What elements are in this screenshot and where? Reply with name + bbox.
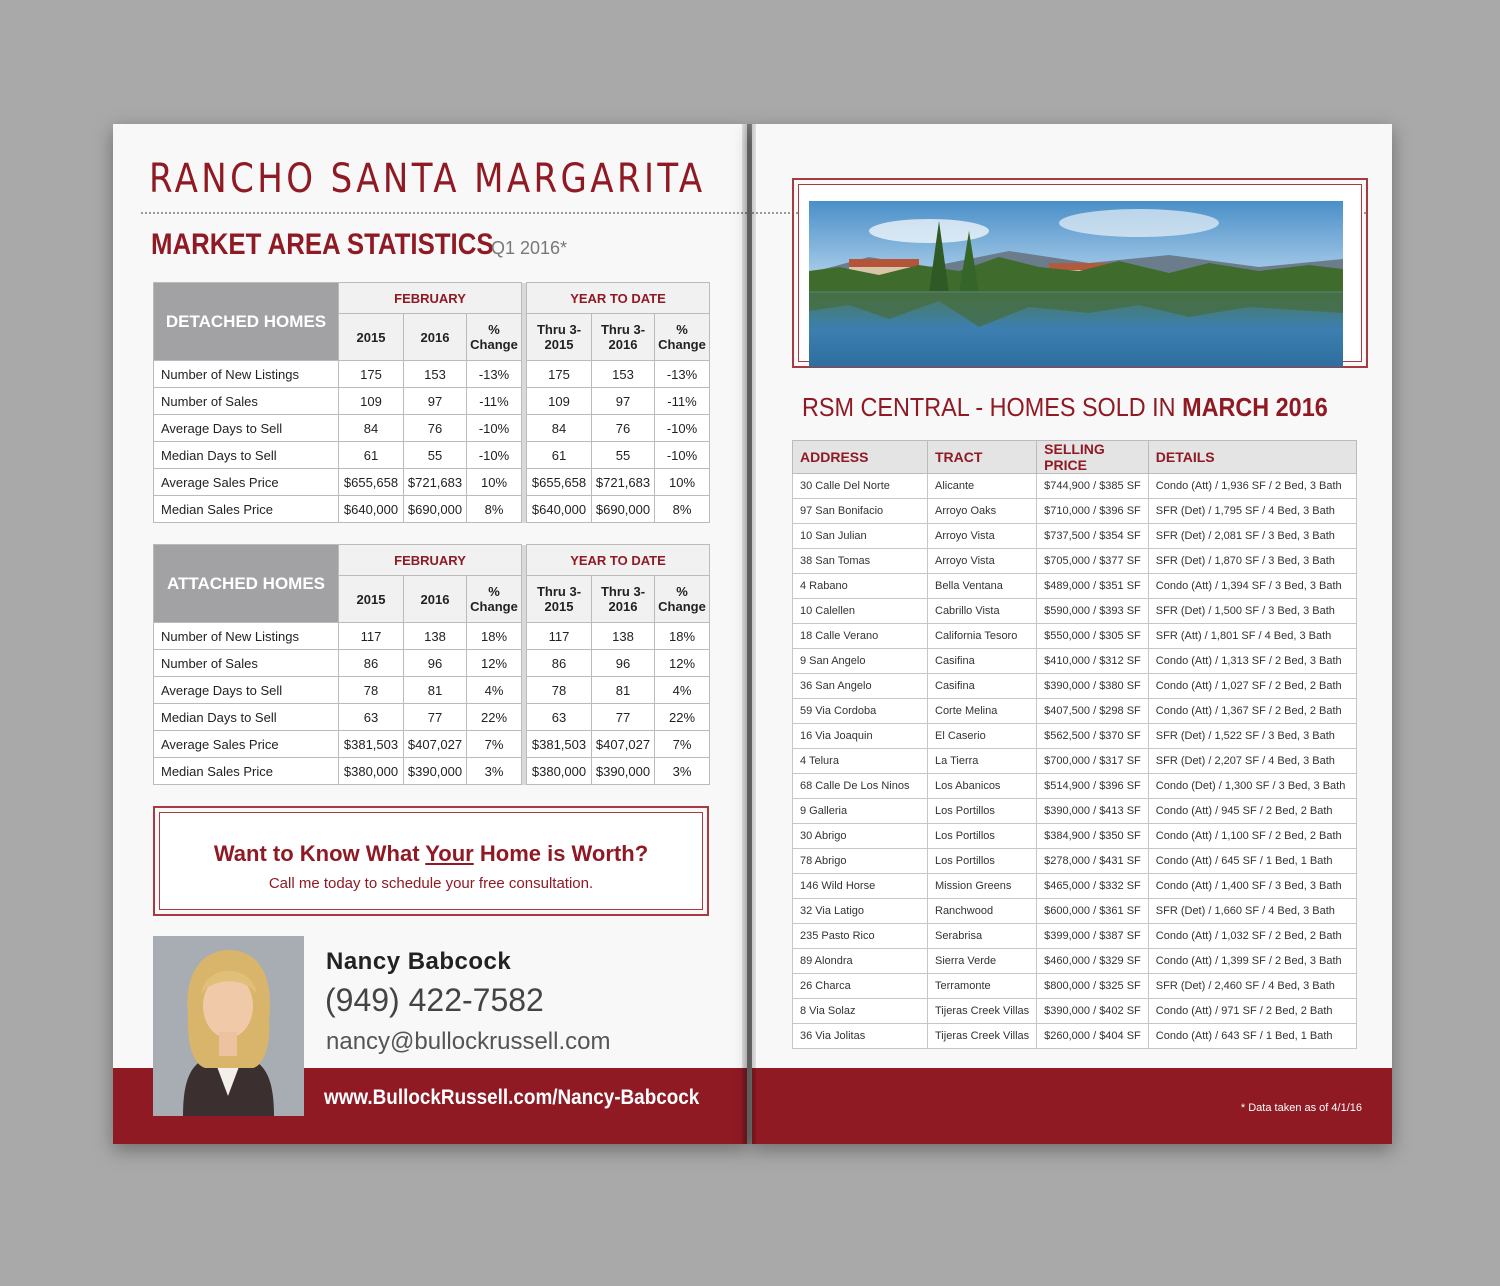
table-row [154,496,710,523]
table-row [154,650,710,677]
table-cell: Arroyo Oaks [928,499,1037,524]
table-cell: 81 [592,677,655,704]
table-cell: Alicante [928,474,1037,499]
group-header: YEAR TO DATE [527,283,710,314]
table-cell: 26 Charca [793,974,928,999]
table-cell: $384,900 / $350 SF [1037,824,1149,849]
lake-landscape-image [809,201,1343,367]
row-label: Number of Sales [154,388,339,415]
table-cell: 8% [655,496,710,523]
table-cell: 30 Calle Del Norte [793,474,928,499]
table-row [793,574,1357,599]
table-cell: Condo (Att) / 971 SF / 2 Bed, 2 Bath [1148,999,1356,1024]
table-cell: $407,500 / $298 SF [1037,699,1149,724]
home-value-callout [153,806,709,916]
right-page [752,124,1392,1144]
table-cell: El Caserio [928,724,1037,749]
table-cell: 96 [592,650,655,677]
table-cell: 61 [527,442,592,469]
callout-title-post: Home is Worth? [473,841,649,866]
table-cell: $710,000 / $396 SF [1037,499,1149,524]
table-cell: $407,027 [592,731,655,758]
table-cell: 97 [404,388,467,415]
table-cell: $690,000 [404,496,467,523]
table-cell: 59 Via Cordoba [793,699,928,724]
table-cell: $390,000 [592,758,655,785]
table-cell: 18 Calle Verano [793,624,928,649]
table-cell: $390,000 / $380 SF [1037,674,1149,699]
table-row [793,899,1357,924]
table-cell: 86 [339,650,404,677]
table-row [793,474,1357,499]
table-cell: 175 [339,361,404,388]
table-cell: 30 Abrigo [793,824,928,849]
table-cell: 18% [467,623,522,650]
table-cell: 3% [467,758,522,785]
table-cell: 138 [404,623,467,650]
table-cell: 84 [339,415,404,442]
table-cell: Condo (Att) / 1,027 SF / 2 Bed, 2 Bath [1148,674,1356,699]
table-cell: -11% [467,388,522,415]
table-cell: 4% [655,677,710,704]
table-cell: 32 Via Latigo [793,899,928,924]
table-cell: Condo (Att) / 945 SF / 2 Bed, 2 Bath [1148,799,1356,824]
table-cell: Cabrillo Vista [928,599,1037,624]
table-cell: La Tierra [928,749,1037,774]
table-cell: 146 Wild Horse [793,874,928,899]
table-cell: SFR (Det) / 1,500 SF / 3 Bed, 3 Bath [1148,599,1356,624]
table-cell: $380,000 [527,758,592,785]
column-header: 2015 [339,314,404,361]
table-cell: 109 [339,388,404,415]
table-cell: SFR (Det) / 2,460 SF / 4 Bed, 3 Bath [1148,974,1356,999]
table-cell: Condo (Att) / 1,032 SF / 2 Bed, 2 Bath [1148,924,1356,949]
table-cell: 84 [527,415,592,442]
table-row [793,549,1357,574]
table-cell: $562,500 / $370 SF [1037,724,1149,749]
table-cell: 10 San Julian [793,524,928,549]
table-cell: SFR (Det) / 1,795 SF / 4 Bed, 3 Bath [1148,499,1356,524]
table-cell: 3% [655,758,710,785]
table-cell: 55 [404,442,467,469]
homes-sold-table [792,440,1357,1049]
table-cell: Los Portillos [928,849,1037,874]
table-row [154,415,710,442]
table-cell: 175 [527,361,592,388]
table-cell: Terramonte [928,974,1037,999]
row-label: Average Days to Sell [154,677,339,704]
table-cell: 7% [467,731,522,758]
table-row [154,388,710,415]
table-row [793,999,1357,1024]
column-header: SELLING PRICE [1037,441,1149,474]
table-cell: 76 [592,415,655,442]
table-cell: 138 [592,623,655,650]
table-cell: $705,000 / $377 SF [1037,549,1149,574]
group-header: YEAR TO DATE [527,545,710,576]
table-cell: 12% [467,650,522,677]
table-row [154,704,710,731]
agent-phone: (949) 422-7582 [325,982,544,1018]
table-row [793,849,1357,874]
table-cell: Bella Ventana [928,574,1037,599]
table-cell: $381,503 [527,731,592,758]
table-row [793,599,1357,624]
table-cell: Ranchwood [928,899,1037,924]
column-header: Thru 3-2015 [527,576,592,623]
table-cell: $640,000 [527,496,592,523]
table-cell: 10 Calellen [793,599,928,624]
table-row [793,974,1357,999]
table-cell: $550,000 / $305 SF [1037,624,1149,649]
table-cell: 38 San Tomas [793,549,928,574]
table-row [793,799,1357,824]
magazine-spine [742,124,756,1144]
table-cell: -10% [467,415,522,442]
table-row [793,774,1357,799]
table-cell: 117 [527,623,592,650]
table-cell: Condo (Att) / 1,394 SF / 3 Bed, 3 Bath [1148,574,1356,599]
table-cell: 78 Abrigo [793,849,928,874]
table-cell: 4 Telura [793,749,928,774]
table-cell: 61 [339,442,404,469]
table-cell: $278,000 / $431 SF [1037,849,1149,874]
table-cell: 12% [655,650,710,677]
table-cell: $260,000 / $404 SF [1037,1024,1149,1049]
table-cell: 78 [339,677,404,704]
table-cell: Casifina [928,649,1037,674]
table-cell: 86 [527,650,592,677]
table-cell: 63 [339,704,404,731]
row-label: Median Days to Sell [154,442,339,469]
table-row [793,674,1357,699]
table-cell: $737,500 / $354 SF [1037,524,1149,549]
table-row [793,649,1357,674]
callout-title [160,841,702,867]
table-row [793,624,1357,649]
table-row [793,724,1357,749]
callout-inner [159,812,703,910]
table-cell: -11% [655,388,710,415]
table-cell: SFR (Det) / 1,660 SF / 4 Bed, 3 Bath [1148,899,1356,924]
table-cell: -13% [467,361,522,388]
table-cell: $600,000 / $361 SF [1037,899,1149,924]
table-cell: Tijeras Creek Villas [928,1024,1037,1049]
table-cell: 153 [404,361,467,388]
table-cell: $640,000 [339,496,404,523]
column-header: 2016 [404,314,467,361]
lake-photo-frame [792,178,1368,368]
table-cell: $700,000 / $317 SF [1037,749,1149,774]
table-cell: 117 [339,623,404,650]
table-row [154,731,710,758]
column-header: TRACT [928,441,1037,474]
table-cell: 8% [467,496,522,523]
table-cell: 16 Via Joaquin [793,724,928,749]
attached-homes-table [153,544,710,785]
table-cell: 7% [655,731,710,758]
table-cell: Condo (Att) / 1,100 SF / 2 Bed, 2 Bath [1148,824,1356,849]
table-label: DETACHED HOMES [154,283,339,361]
table-cell: Condo (Att) / 1,400 SF / 3 Bed, 3 Bath [1148,874,1356,899]
table-cell: -13% [655,361,710,388]
table-cell: 22% [467,704,522,731]
table-cell: 77 [592,704,655,731]
table-cell: $407,027 [404,731,467,758]
table-cell: Corte Melina [928,699,1037,724]
table-row [154,758,710,785]
table-cell: Condo (Att) / 1,313 SF / 2 Bed, 3 Bath [1148,649,1356,674]
table-cell: 36 Via Jolitas [793,1024,928,1049]
table-label: ATTACHED HOMES [154,545,339,623]
table-cell: 10% [655,469,710,496]
table-cell: Serabrisa [928,924,1037,949]
table-cell: $390,000 / $402 SF [1037,999,1149,1024]
row-label: Median Sales Price [154,758,339,785]
table-cell: -10% [467,442,522,469]
row-label: Average Sales Price [154,469,339,496]
dotted-divider [141,212,747,214]
table-cell: 9 San Angelo [793,649,928,674]
table-cell: Arroyo Vista [928,524,1037,549]
table-cell: Condo (Det) / 1,300 SF / 3 Bed, 3 Bath [1148,774,1356,799]
table-cell: Sierra Verde [928,949,1037,974]
table-cell: -10% [655,442,710,469]
table-cell: SFR (Det) / 2,081 SF / 3 Bed, 3 Bath [1148,524,1356,549]
table-cell: $380,000 [339,758,404,785]
table-row [793,499,1357,524]
table-row [793,749,1357,774]
table-cell: SFR (Det) / 2,207 SF / 4 Bed, 3 Bath [1148,749,1356,774]
callout-title-pre: Want to Know What [213,841,426,866]
column-header: ADDRESS [793,441,928,474]
table-row [154,677,710,704]
table-cell: 4 Rabano [793,574,928,599]
row-label: Number of Sales [154,650,339,677]
table-cell: $390,000 [404,758,467,785]
column-header: Thru 3-2016 [592,576,655,623]
column-header: % Change [467,314,522,361]
table-row [793,949,1357,974]
table-cell: 55 [592,442,655,469]
table-cell: $460,000 / $329 SF [1037,949,1149,974]
table-cell: Tijeras Creek Villas [928,999,1037,1024]
table-cell: $690,000 [592,496,655,523]
callout-subtitle: Call me today to schedule your free consultation. [268,875,594,892]
table-row [793,524,1357,549]
table-cell: Condo (Att) / 643 SF / 1 Bed, 1 Bath [1148,1024,1356,1049]
table-cell: Condo (Att) / 1,399 SF / 2 Bed, 3 Bath [1148,949,1356,974]
table-row [793,924,1357,949]
table-cell: Los Portillos [928,799,1037,824]
photo-frame-inner [798,184,1362,362]
table-cell: 18% [655,623,710,650]
table-cell: $721,683 [592,469,655,496]
column-header: % Change [655,576,710,623]
group-header: FEBRUARY [339,545,522,576]
column-header: 2016 [404,576,467,623]
agent-portrait-image [153,936,304,1116]
column-header: % Change [467,576,522,623]
column-header: % Change [655,314,710,361]
callout-title-emphasis: Your [425,841,474,866]
data-note: * Data taken as of 4/1/16 [1240,1102,1362,1114]
agent-website-link[interactable]: www.BullockRussell.com/Nancy-Babcock [324,1086,700,1109]
agent-name: Nancy Babcock [326,948,512,975]
table-cell: $489,000 / $351 SF [1037,574,1149,599]
table-cell: $381,503 [339,731,404,758]
table-cell: $655,658 [527,469,592,496]
table-cell: SFR (Det) / 1,522 SF / 3 Bed, 3 Bath [1148,724,1356,749]
table-cell: 36 San Angelo [793,674,928,699]
table-cell: 77 [404,704,467,731]
left-page [113,124,747,1144]
row-label: Median Sales Price [154,496,339,523]
period-label: Q1 2016* [491,238,568,258]
group-header: FEBRUARY [339,283,522,314]
page-title: RANCHO SANTA MARGARITA [149,156,706,202]
table-cell: 9 Galleria [793,799,928,824]
row-label: Median Days to Sell [154,704,339,731]
column-header: Thru 3-2015 [527,314,592,361]
table-cell: 63 [527,704,592,731]
table-cell: $744,900 / $385 SF [1037,474,1149,499]
table-cell: 109 [527,388,592,415]
table-cell: 22% [655,704,710,731]
detached-homes-table [153,282,710,523]
row-label: Number of New Listings [154,361,339,388]
table-cell: $800,000 / $325 SF [1037,974,1149,999]
table-cell: $465,000 / $332 SF [1037,874,1149,899]
table-cell: 4% [467,677,522,704]
column-header: Thru 3-2016 [592,314,655,361]
table-cell: Los Portillos [928,824,1037,849]
table-cell: Condo (Att) / 645 SF / 1 Bed, 1 Bath [1148,849,1356,874]
table-cell: $390,000 / $413 SF [1037,799,1149,824]
table-cell: 89 Alondra [793,949,928,974]
homes-sold-title-month: MARCH 2016 [1182,392,1328,422]
table-cell: $410,000 / $312 SF [1037,649,1149,674]
table-cell: Mission Greens [928,874,1037,899]
table-cell: Arroyo Vista [928,549,1037,574]
table-cell: 97 [592,388,655,415]
table-cell: Casifina [928,674,1037,699]
table-cell: Los Abanicos [928,774,1037,799]
table-cell: $514,900 / $396 SF [1037,774,1149,799]
table-row [154,469,710,496]
column-header: DETAILS [1148,441,1356,474]
homes-sold-title [802,392,1328,423]
column-header: 2015 [339,576,404,623]
table-cell: 8 Via Solaz [793,999,928,1024]
table-cell: 96 [404,650,467,677]
table-row [793,824,1357,849]
table-cell: Condo (Att) / 1,936 SF / 2 Bed, 3 Bath [1148,474,1356,499]
homes-sold-title-pre: RSM CENTRAL - HOMES SOLD IN [802,392,1183,422]
row-label: Average Sales Price [154,731,339,758]
table-cell: 81 [404,677,467,704]
table-cell: 235 Pasto Rico [793,924,928,949]
table-cell: $655,658 [339,469,404,496]
table-cell: Condo (Att) / 1,367 SF / 2 Bed, 2 Bath [1148,699,1356,724]
table-cell: 68 Calle De Los Ninos [793,774,928,799]
table-cell: California Tesoro [928,624,1037,649]
table-row [793,874,1357,899]
table-row [154,442,710,469]
table-cell: 153 [592,361,655,388]
table-cell: $590,000 / $393 SF [1037,599,1149,624]
table-cell: 97 San Bonifacio [793,499,928,524]
row-label: Average Days to Sell [154,415,339,442]
table-cell: 78 [527,677,592,704]
table-cell: SFR (Det) / 1,870 SF / 3 Bed, 3 Bath [1148,549,1356,574]
table-cell: $399,000 / $387 SF [1037,924,1149,949]
table-row [793,699,1357,724]
table-row [793,1024,1357,1049]
table-cell: 76 [404,415,467,442]
row-label: Number of New Listings [154,623,339,650]
table-row [154,623,710,650]
table-row [154,361,710,388]
agent-email: nancy@bullockrussell.com [326,1028,611,1055]
table-cell: SFR (Att) / 1,801 SF / 4 Bed, 3 Bath [1148,624,1356,649]
table-cell: 10% [467,469,522,496]
section-title: MARKET AREA STATISTICS [151,228,494,261]
table-cell: -10% [655,415,710,442]
agent-photo [153,936,304,1116]
table-cell: $721,683 [404,469,467,496]
